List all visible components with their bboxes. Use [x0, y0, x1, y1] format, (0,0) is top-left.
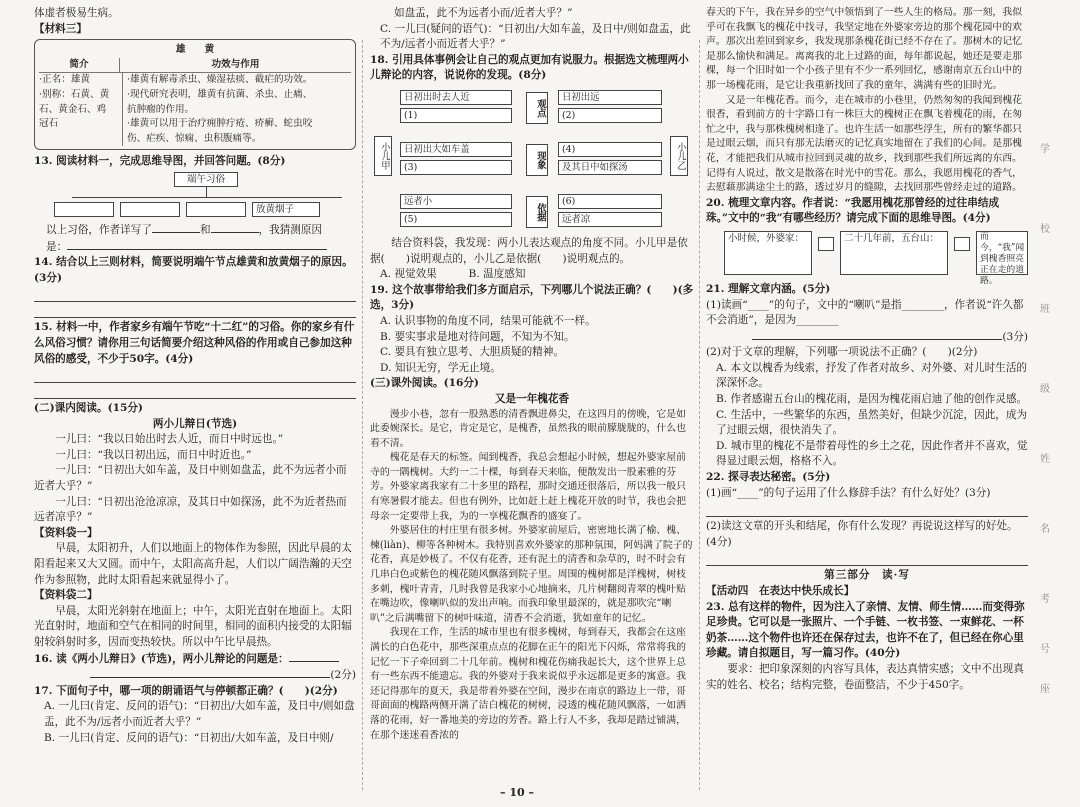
- m3-left-line: ·别称：石黄、黄: [39, 88, 110, 100]
- story-para: 槐花是春天的标签。闻到槐香，我总会想起小时候，想起外婆家屋前寺的一隅槐树。大约一二十棵，每到春天来临，便散发出一股素雅的芬芳。外婆家离我家有二十多里的路程，那时交通还很落后，所以我一般只有寒暑假才能去。但也有例外，比如赶上赶上槐花开放的时节，我也会把母亲一定要带上我，为的一享槐花飘香的盛宴了。: [370, 452, 687, 522]
- q13-box-right: 放黄烟子: [252, 202, 320, 217]
- q21-2: (2)对于文章的理解，下列哪一项说法不正确？( )(2分): [706, 346, 978, 359]
- sidebar-char: 级: [1040, 384, 1050, 395]
- column-divider: [699, 40, 700, 790]
- d-left-3: 远者小: [400, 194, 512, 209]
- q21-option-a: A. 本文以槐香为线索，抒发了作者对故乡、对外婆、对儿时生活的深深怀念。: [716, 361, 1028, 390]
- d-left-2: 日初出大如车盖: [400, 142, 512, 157]
- q18-option-a: A. 视觉效果: [380, 268, 437, 281]
- q19: 19. 这个故事带给我们多方面启示，下列哪儿个说法正确？( )(多选，3分): [370, 283, 694, 312]
- q21-option-d: D. 城市里的槐花不是带着母性的乡土之花，因此作者并不喜欢，觉得显过眼云烟，格格不入。: [716, 439, 1028, 468]
- m3-left-line: ·正名：雄黄: [39, 74, 91, 86]
- q13-text-c: ，我猜测原因: [258, 223, 323, 236]
- m3-right: [123, 73, 351, 146]
- answer-line[interactable]: [34, 369, 356, 383]
- sidebar-char: 名: [1040, 524, 1050, 535]
- sidebar-char: 姓: [1040, 454, 1050, 465]
- d-blank-3[interactable]: (3): [400, 160, 512, 175]
- res1-text: 早晨，太阳初升，人们以地面上的物体作为参照，因此早晨的太阳看起来又大又圆。而中午，太阳高高升起，人们以广阔浩瀚的天空作为参照物，此时太阳看起来就显得小了。: [34, 542, 352, 586]
- material3-table: [34, 39, 356, 150]
- q13-text-d: 是：: [46, 240, 68, 253]
- q13-text: [34, 222, 356, 239]
- column-2: [370, 6, 694, 743]
- res1-label: 【资料袋一】: [34, 526, 98, 539]
- story-para: 我现在工作，生活的城市里也有很多槐树，每到春天，我都会在这座满长的白色花中，那些深重点点的花脚在正午的阳光下闪烁，常常将我的记忆一下子牵回到二十几年前。槐树和槐花伤痛我起长大，这个世界上总有一些东西不能遗忘。我的外婆对于我来说似乎永远都是更多的寓意。我还记得那年的夏天，我是带着外婆在空间，漫步在南京的路边上一带，哥哥面面的槐路两侧开满了洁白槐花的树树，浸透的槐花随风飘落，一如洒落的花雨，好一番地美的旁边的芳香。路上行人不多，我却是踏过铺满，在那个迷迷看香浓的: [370, 627, 687, 741]
- q18-diagram: [370, 86, 694, 236]
- answer-blank[interactable]: [67, 239, 327, 250]
- answer-blank[interactable]: [211, 222, 259, 233]
- m3-head-left: 简介: [39, 58, 120, 73]
- material3-label: 【材料三】: [34, 22, 87, 35]
- answer-blank[interactable]: [752, 329, 1002, 340]
- q21-1-score-line: [706, 329, 1028, 346]
- d-blank-1[interactable]: (1): [400, 108, 512, 123]
- activity4: 【活动四 在表达中快乐成长】: [706, 585, 855, 597]
- m3-header: [39, 58, 351, 74]
- q23-requirement: 要求：把印象深刻的内容写具体，表达真情实感；文中不出现真实的姓名、校名；结构完整，卷面整洁，不少于450字。: [706, 662, 1024, 691]
- d-kid-b: 小儿乙: [670, 136, 688, 176]
- q13-blank-box[interactable]: [186, 202, 246, 217]
- q17-option-b: B. 一儿曰(肯定、反问的语气)：“日初出/大如车盖，及日中则/: [44, 731, 334, 744]
- m3-right-line: ·雄黄可以用于治疗痈肿疔疮、疥癣、蛇虫咬: [127, 118, 313, 130]
- q13-text-a: 以上习俗，作者详写了: [46, 223, 152, 236]
- story-title: 又是一年槐花香: [494, 392, 570, 405]
- q21-option-b: B. 作者感谢五台山的槐花雨，是因为槐花雨启迪了他的创作灵感。: [716, 393, 1028, 406]
- sec2-para: 一儿曰：“我以日初出远，而日中时近也。”: [55, 448, 252, 461]
- q13-blank-box[interactable]: [54, 202, 114, 217]
- d-blank-2[interactable]: (2): [558, 108, 662, 123]
- q17: 17. 下面句子中，哪一项的朗诵语气与停顿都正确？( )(2分): [34, 684, 338, 697]
- d-blank-6[interactable]: (6): [558, 194, 662, 209]
- q13-blank-box[interactable]: [120, 202, 180, 217]
- d-blank-5[interactable]: (5): [400, 212, 512, 227]
- d-phen-label: 现象: [526, 144, 548, 176]
- answer-blank[interactable]: [152, 222, 200, 233]
- q22-2: (2)读这文章的开头和结尾，你有什么发现？再说说这样写的好处。(4分): [706, 520, 1018, 548]
- q18-options: [370, 267, 694, 283]
- m3-right-line: ·现代研究表明，雄黄有抗菌、杀虫、止痛、: [127, 88, 313, 100]
- m3-left-line: 石、黄金石、鸡: [39, 103, 107, 115]
- d-blank-4[interactable]: (4): [558, 142, 662, 157]
- answer-line[interactable]: [34, 288, 356, 302]
- res2-text: 早晨，太阳光斜射在地面上；中午，太阳光直射在地面上。太阳光直射时，地面和空气在相同的时间里，相同的面积内接受的太阳辐射较斜射时多，因而变热较快。所以中午比早晨热。: [34, 604, 352, 648]
- sidebar-char: 座: [1040, 684, 1050, 695]
- q19-option-d: D. 知识无穷，学无止境。: [380, 361, 501, 374]
- page-number: – 10 –: [500, 786, 534, 799]
- story-para-cont: 春天的下午，我在异乡的空气中领悟到了一些人生的格局。那一刻，我似乎可在我飘飞的槐花中找寻，我坚定地在外婆家旁边的那个槐花园中的欢声。那次出差回到家乡，我发现那条槐花街已经不存在了。那树木的记忆是那么愉快和满足。离离我的北上过路的面，每年都说起，她还是要走那棵，每一个旧时如一个小孩子里有不少一系列回忆，感谢南京五台山中的那一场槐花雨，是它让我重新找回了我的童年，满满有些的旧时光。: [706, 7, 1023, 91]
- q16: [34, 651, 356, 668]
- q20-box-3: 而今，“我”闻到槐香照亮正在走的道路。: [976, 231, 1028, 275]
- q20-box-2: 二十几年前，五台山：: [840, 231, 948, 275]
- column-divider: [362, 40, 363, 790]
- part3-heading: 第三部分 读·写: [824, 569, 910, 582]
- sec2-title: 两小儿辩日(节选): [152, 417, 238, 430]
- q18-option-b: B. 温度感知: [468, 268, 526, 281]
- sidebar-char: 校: [1040, 224, 1050, 235]
- story-para: 又是一年槐花香。而今，走在城市的小巷里，仍然匆匆的我闻到槐花很香，看到前方的十字路口有一株巨大的槐树正在飘飞着槐花的雨，在匆忙之中，我与那株槐树相逢了。也许生活一如那些浮生，所有的繁华都只是过眼云烟，而只有那无法磨灭的记忆真实地留在了我们的心间。是那槐花，才能把我们从城市拉回到灵魂的故乡，找到那些我们所远离的东西。记得有人说过，散文是散落在时光中的雪花。那么，我愿用槐花的香气，去慰藉那满途尘土的路，透过岁月的缝隙，去找回那些曾经走过的道路。: [706, 94, 1023, 194]
- q20-mindmap: [706, 227, 1028, 286]
- connector: [206, 187, 207, 197]
- story-para: 漫步小巷，忽有一股熟悉的清香飘进鼻尖，在这四月的傍晚，它是如此委婉深长。是它，肯定是它，是槐香，虽然我的眼前朦胧胧的，什么也看不清。: [370, 408, 687, 449]
- q18-text: 结合资料袋，我发现：两小儿表达观点的角度不同。小儿甲是依据( )说明观点的，小儿乙是依据( )说明观点的。: [370, 236, 688, 265]
- story-para: 外婆居住的村庄里有很多树。外婆家前屋后，密密地长满了榆、槐、楝(liàn)、柳等各种树木。我特别喜欢外婆家的那种氛围，阿妈满了院子的花香，真是妙极了。不仅有花香，还有泥土的清香和杂草的，时不时会有几串白色或紫色的槐花随风飘落到院子里。周围的槐树都是洋槐树，树枝多刺，槐叶青青，几时我曾是我家小心地摘来，几片树翻阅青翠的槐叶贴在嘴边吹，像喇叭似的发出声响。而我印象里最深的，就是那吹完“喇叭”之后满嘴留下的树叶味道，清香不会消逝，犹如童年的记忆。: [370, 525, 693, 624]
- q13-mindmap: [34, 170, 356, 222]
- d-kid-a: 小儿甲: [374, 136, 392, 176]
- answer-line[interactable]: [34, 304, 356, 318]
- q22: 22. 探寻表达秘密。(5分): [706, 471, 831, 484]
- sec2-heading: (二)课内阅读。(15分): [34, 402, 143, 415]
- q16-score: (2分): [330, 669, 356, 682]
- answer-line[interactable]: [706, 503, 1028, 517]
- m3-right-line: ·雄黄有解毒杀虫、燥湿祛痰、截疟的功效。: [127, 74, 313, 86]
- q17-option-c: C. 一儿曰(疑问的语气)：“日初出/大如车盖，及日中/则如盘盂，此不为/远者小而近者大乎？”: [380, 22, 691, 51]
- sidebar-char: 考: [1040, 594, 1050, 605]
- sidebar-char: 号: [1040, 644, 1050, 655]
- answer-line[interactable]: [34, 385, 356, 399]
- q19-option-b: B. 要实事求是地对待问题，不知为不知。: [380, 330, 575, 343]
- q16-line: [34, 667, 356, 684]
- m3-title: 雄 黄: [175, 44, 215, 56]
- m3-head-right: 功效与作用: [211, 58, 260, 70]
- d-right-1: 日初出远: [558, 90, 662, 105]
- q13: 13. 阅读材料一，完成思维导图，并回答问题。(8分): [34, 155, 286, 168]
- q19-option-a: A. 认识事物的角度不同，结果可能就不一样。: [380, 314, 596, 327]
- d-view-label: 观点: [526, 92, 548, 124]
- cont-line: 体虚者极易生病。: [34, 7, 119, 19]
- q17-b-cont: 如盘盂，此不为远者小而/近者大乎？”: [394, 7, 573, 19]
- m3-left-line: 冠石: [39, 118, 59, 130]
- q15: 15. 材料一中，作者家乡有端午节吃“十二红”的习俗。你的家乡有什么风俗习惯？请你用三句话简要介绍这种风俗的作用或自己参加这种风俗的感受，不少于50字。(4分): [34, 321, 355, 365]
- q20-arrow-blank[interactable]: [818, 237, 834, 251]
- sec2-para: 一儿曰：“日初出大如车盖，及日中则如盘盂，此不为远者小而近者大乎？”: [34, 464, 347, 493]
- m3-body: [39, 73, 351, 146]
- q13-box-top: 端午习俗: [174, 172, 238, 187]
- answer-blank[interactable]: [90, 667, 330, 678]
- q20: 20. 梳理文章内容。作者说：“我愿用槐花那曾经的过往串结成珠。”文中的“我”有哪些经历？请完成下面的思维导图。(4分): [706, 196, 1000, 225]
- d-left-1: 日初出时去人近: [400, 90, 512, 105]
- sec2-para: 一儿曰：“日初出沧沧凉凉，及其日中如探汤，此不为近者热而远者凉乎？”: [34, 495, 347, 524]
- sidebar-char: 学: [1040, 144, 1050, 155]
- q13-text-b: 和: [199, 223, 211, 236]
- sidebar-char: 班: [1040, 304, 1050, 315]
- q13-text-line2: [34, 239, 356, 256]
- q21-1-score: (3分): [1002, 330, 1028, 343]
- d-right-3: 远者凉: [558, 212, 662, 227]
- m3-right-line: 伤、疟疾、惊痫、虫积腹痛等。: [127, 132, 262, 144]
- connector: [72, 197, 342, 198]
- column-3: [706, 6, 1028, 693]
- d-right-2: 及其日中如探汤: [558, 160, 662, 175]
- d-basis-label: 依据: [526, 196, 548, 228]
- q19-option-c: C. 要具有独立思考、大胆质疑的精神。: [380, 346, 564, 359]
- q17-option-a: A. 一儿曰(肯定、反问的语气)：“日初出/大如车盖，及日中/则如盘盂，此不为/远者小而近者大乎？”: [44, 700, 355, 728]
- m3-right-line: 抗肿瘤的作用。: [127, 103, 195, 115]
- res2-label: 【资料袋二】: [34, 589, 98, 602]
- column-1: [34, 6, 356, 746]
- q21-1: (1)读画“____”的句子，文中的“喇叭”是指________，作者说“许久都不会消逝”，是因为________: [706, 298, 1024, 327]
- q21-option-c: C. 生活中，一些繁华的东西，虽然美好，但缺少沉淀，因此，成为了过眼云烟，很快消失了。: [716, 408, 1028, 437]
- q22-1: (1)画“____”的句子运用了什么修辞手法？有什么好处？(3分): [706, 486, 991, 499]
- sec2-para: 一儿曰：“我以日始出时去人近，而日中时远也。”: [55, 433, 284, 446]
- answer-line[interactable]: [706, 552, 1028, 566]
- q23: 23. 总有这样的物件，因为注入了亲情、友情、师生情……而变得弥足珍贵。它可以是一张照片、一个手链、一枚书签、一束鲜花、一杯奶茶……这个物件也许还在保存过去，也许不在了，但已经在你心里珍藏。请自拟题目，写一篇习作。(40分): [706, 600, 1025, 660]
- answer-blank[interactable]: [289, 651, 339, 662]
- m3-left: [39, 73, 123, 146]
- q16-text: 16. 读《两小儿辩日》(节选)，两小儿辩论的问题是：: [34, 652, 289, 665]
- q20-box-1: 小时候，外婆家：: [724, 231, 812, 275]
- q20-arrow-blank[interactable]: [954, 237, 970, 251]
- q18: 18. 引用具体事例会让自己的观点更加有说服力。根据选文梳理两小儿辩论的内容，说说你的发现。(8分): [370, 53, 689, 82]
- q21: 21. 理解文章内涵。(5分): [706, 282, 831, 295]
- sec3-heading: (三)课外阅读。(16分): [370, 377, 479, 390]
- q14: 14. 结合以上三则材料，简要说明端午节点雄黄和放黄烟子的原因。(3分): [34, 256, 353, 284]
